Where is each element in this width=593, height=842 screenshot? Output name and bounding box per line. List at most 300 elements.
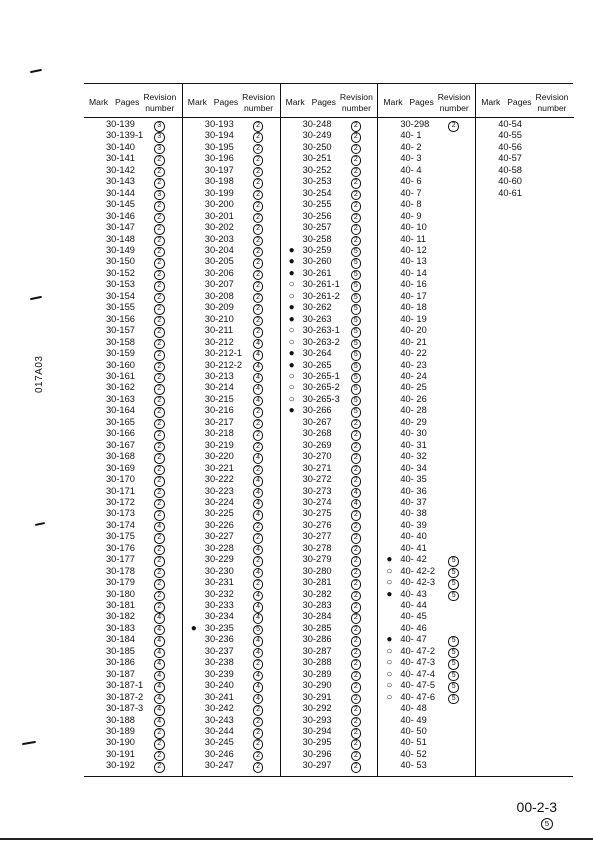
row-page: 30-231 xyxy=(204,577,234,588)
row-page: 30-139 xyxy=(106,119,135,129)
row-page: 40-61 xyxy=(498,187,522,198)
row-revision-number: 2 xyxy=(253,705,264,716)
row-page: 30-191 xyxy=(106,748,135,759)
row-revision-number: 2 xyxy=(351,717,362,728)
table-row xyxy=(378,657,476,668)
row-revision-number: 2 xyxy=(253,556,264,567)
table-row xyxy=(476,130,574,141)
table-row xyxy=(378,589,476,600)
row-page: 30-180 xyxy=(106,588,135,599)
table-row xyxy=(183,508,281,519)
table-row xyxy=(84,646,182,657)
row-page: 30-211 xyxy=(204,325,234,336)
row-revision-number: 2 xyxy=(253,751,264,762)
margin-mark-top xyxy=(30,69,42,73)
table-row xyxy=(84,703,182,714)
row-page: 40- 25 xyxy=(400,382,427,393)
table-row xyxy=(183,199,281,210)
table-row xyxy=(84,737,182,748)
row-page: 30-224 xyxy=(204,496,234,507)
row-page: 30-261 xyxy=(302,267,332,278)
table-row xyxy=(378,382,476,393)
row-page: 40- 26 xyxy=(400,393,427,404)
row-revision-number: 2 xyxy=(351,636,362,647)
row-revision-number: 4 xyxy=(253,694,264,705)
table-row xyxy=(378,119,476,130)
table-row xyxy=(183,302,281,313)
row-revision-number: 2 xyxy=(253,327,264,338)
row-page: 40- 43 xyxy=(400,588,427,599)
table-row xyxy=(281,360,379,371)
table-row xyxy=(183,486,281,497)
table-row xyxy=(281,634,379,645)
row-page: 30-177 xyxy=(106,554,135,565)
row-revision-number: 5 xyxy=(351,339,362,350)
header-mark: Mark xyxy=(89,97,109,107)
table-row xyxy=(183,543,281,554)
table-row xyxy=(281,611,379,622)
row-page: 40- 50 xyxy=(400,726,427,737)
table-row xyxy=(84,451,182,462)
table-row xyxy=(281,692,379,703)
table-row xyxy=(281,211,379,222)
row-revision-number: 2 xyxy=(351,430,362,441)
table-row xyxy=(281,142,379,153)
table-row xyxy=(183,211,281,222)
row-page: 30-265 xyxy=(302,359,332,370)
row-page: 30-184 xyxy=(106,634,135,645)
table-row xyxy=(378,611,476,622)
table-row xyxy=(281,165,379,176)
row-page: 30-243 xyxy=(204,714,234,725)
row-revision-number: 2 xyxy=(154,465,165,476)
table-row xyxy=(84,348,182,359)
row-page: 40- 16 xyxy=(400,279,427,290)
row-page: 40- 47-6 xyxy=(400,691,436,702)
table-row xyxy=(378,371,476,382)
row-page: 30-254 xyxy=(302,187,332,198)
row-page: 30-235 xyxy=(204,622,234,633)
row-revision-number: 2 xyxy=(351,178,362,189)
column-header xyxy=(476,84,574,118)
row-page: 30-147 xyxy=(106,222,135,233)
row-page: 30-222 xyxy=(204,474,234,485)
table-row xyxy=(183,726,281,737)
row-page: 30-157 xyxy=(106,325,135,336)
row-page: 30-195 xyxy=(204,141,234,152)
table-row xyxy=(378,142,476,153)
row-revision-number: 2 xyxy=(253,442,264,453)
table-row xyxy=(84,165,182,176)
row-page: 30-142 xyxy=(106,164,135,175)
row-page: 30-266 xyxy=(302,405,332,416)
table-row xyxy=(84,371,182,382)
row-page: 40- 8 xyxy=(400,199,422,210)
row-page: 40- 31 xyxy=(400,439,427,450)
table-row xyxy=(378,302,476,313)
row-revision-number: 2 xyxy=(154,407,165,418)
row-revision-number: 2 xyxy=(154,384,165,395)
table-row xyxy=(378,646,476,657)
row-page: 30-234 xyxy=(204,611,234,622)
table-row xyxy=(183,222,281,233)
row-page: 30-238 xyxy=(204,657,234,668)
table-row xyxy=(281,337,379,348)
row-revision-number: 2 xyxy=(253,121,264,132)
table-row xyxy=(378,692,476,703)
table-row xyxy=(84,394,182,405)
row-page: 30-202 xyxy=(204,222,234,233)
row-page: 30-178 xyxy=(106,565,135,576)
table-row xyxy=(378,405,476,416)
table-row xyxy=(378,474,476,485)
table-row xyxy=(84,589,182,600)
row-page: 30-227 xyxy=(204,531,234,542)
column-header xyxy=(378,84,476,118)
row-page: 30-253 xyxy=(302,176,332,187)
row-revision-number: 2 xyxy=(154,545,165,556)
table-row xyxy=(281,394,379,405)
table-row xyxy=(84,726,182,737)
table-row xyxy=(183,119,281,130)
margin-mark-lower xyxy=(35,522,45,526)
row-revision-number: 2 xyxy=(351,167,362,178)
table-row xyxy=(378,256,476,267)
row-revision-number: 2 xyxy=(253,144,264,155)
row-mark: ● xyxy=(288,244,295,256)
row-revision-number: 4 xyxy=(253,453,264,464)
table-row xyxy=(183,737,281,748)
row-page: 30-145 xyxy=(106,199,135,210)
table-row xyxy=(183,600,281,611)
row-page: 30-196 xyxy=(204,153,234,164)
row-page: 30-154 xyxy=(106,290,135,301)
table-row xyxy=(84,382,182,393)
table-row xyxy=(281,669,379,680)
table-row xyxy=(183,279,281,290)
table-row xyxy=(281,657,379,668)
row-page: 30-186 xyxy=(106,657,135,668)
header-pages: Pages xyxy=(409,97,434,107)
table-column-5 xyxy=(475,84,574,776)
row-revision-number: 2 xyxy=(351,419,362,430)
row-page: 30-263-1 xyxy=(302,325,340,336)
row-mark: ● xyxy=(288,348,295,360)
table-row xyxy=(84,405,182,416)
table-row xyxy=(378,566,476,577)
table-row xyxy=(281,176,379,187)
row-revision-number: 2 xyxy=(351,144,362,155)
row-page: 30-203 xyxy=(204,233,234,244)
table-row xyxy=(84,600,182,611)
row-mark: ○ xyxy=(386,565,393,577)
row-revision-number: 2 xyxy=(253,258,264,269)
row-page: 30-220 xyxy=(204,451,234,462)
table-row xyxy=(281,451,379,462)
table-row xyxy=(281,508,379,519)
row-page: 30-139-1 xyxy=(106,130,144,141)
row-revision-number: 4 xyxy=(253,476,264,487)
row-revision-number: 5 xyxy=(253,625,264,636)
table-row xyxy=(378,291,476,302)
table-column-1 xyxy=(84,84,182,776)
table-row xyxy=(183,634,281,645)
row-page: 30-167 xyxy=(106,439,135,450)
row-page: 30-152 xyxy=(106,267,135,278)
table-row xyxy=(378,130,476,141)
row-revision-number: 2 xyxy=(154,510,165,521)
table-row xyxy=(84,669,182,680)
table-row xyxy=(84,497,182,508)
row-page: 40- 35 xyxy=(400,474,427,485)
table-row xyxy=(84,325,182,336)
row-revision-number: 2 xyxy=(154,293,165,304)
header-pages: Pages xyxy=(213,97,239,107)
table-row xyxy=(378,715,476,726)
row-revision-number: 4 xyxy=(154,705,165,716)
row-revision-number: 5 xyxy=(351,362,362,373)
table-row xyxy=(183,623,281,634)
row-page: 30-284 xyxy=(302,611,332,622)
row-page: 40- 47-5 xyxy=(400,680,436,691)
row-page: 40- 47-3 xyxy=(400,657,436,668)
row-page: 40-57 xyxy=(498,153,522,164)
table-row xyxy=(183,405,281,416)
row-page: 40- 46 xyxy=(400,622,427,633)
row-mark: ○ xyxy=(386,691,393,703)
row-page: 40- 12 xyxy=(400,244,427,255)
table-row xyxy=(378,531,476,542)
header-pages: Pages xyxy=(507,97,532,107)
row-page: 30-277 xyxy=(302,531,332,542)
row-page: 30-205 xyxy=(204,256,234,267)
row-page: 30-278 xyxy=(302,542,332,553)
row-revision-number: 2 xyxy=(351,155,362,166)
row-revision-number: 2 xyxy=(351,613,362,624)
table-row xyxy=(281,199,379,210)
row-page: 40- 42 xyxy=(400,554,427,565)
table-row xyxy=(281,737,379,748)
row-mark: ● xyxy=(288,359,295,371)
table-row xyxy=(281,440,379,451)
row-page: 30-169 xyxy=(106,462,135,473)
table-row xyxy=(378,348,476,359)
row-mark: ● xyxy=(386,554,393,566)
row-revision-number: 4 xyxy=(253,613,264,624)
row-revision-number: 2 xyxy=(253,236,264,247)
row-revision-number: 2 xyxy=(253,430,264,441)
row-revision-number: 5 xyxy=(448,694,459,705)
row-page: 40-56 xyxy=(498,141,522,152)
table-row xyxy=(281,382,379,393)
row-page: 40- 4 xyxy=(400,164,422,175)
row-page: 30-179 xyxy=(106,577,135,588)
row-revision-number: 3 xyxy=(154,190,165,201)
table-row xyxy=(183,291,281,302)
row-page: 40- 41 xyxy=(400,542,427,553)
row-revision-number: 2 xyxy=(253,522,264,533)
row-revision-number: 5 xyxy=(448,568,459,579)
table-row xyxy=(84,119,182,130)
row-page: 30-189 xyxy=(106,726,135,737)
row-page: 30-182 xyxy=(106,611,135,622)
table-row xyxy=(84,531,182,542)
margin-mark-middle xyxy=(30,296,42,300)
row-page: 30-281 xyxy=(302,577,332,588)
table-row xyxy=(84,268,182,279)
table-row xyxy=(183,463,281,474)
row-page: 40- 7 xyxy=(400,187,422,198)
row-page: 40- 39 xyxy=(400,519,427,530)
table-row xyxy=(378,176,476,187)
row-page: 30-223 xyxy=(204,485,234,496)
revision-table xyxy=(84,83,573,777)
row-revision-number: 3 xyxy=(154,132,165,143)
row-revision-number: 2 xyxy=(351,579,362,590)
table-row xyxy=(84,520,182,531)
table-row xyxy=(378,463,476,474)
row-page: 40- 47 xyxy=(400,634,427,645)
table-row xyxy=(378,600,476,611)
row-page: 30-264 xyxy=(302,348,332,359)
table-row xyxy=(281,417,379,428)
row-page: 40- 19 xyxy=(400,313,427,324)
table-row xyxy=(84,188,182,199)
row-page: 30-293 xyxy=(302,714,332,725)
row-revision-number: 5 xyxy=(351,407,362,418)
row-page: 30-212-2 xyxy=(204,359,243,370)
row-revision-number: 2 xyxy=(154,247,165,258)
table-row xyxy=(378,508,476,519)
table-row xyxy=(281,680,379,691)
row-page: 30-228 xyxy=(204,542,234,553)
row-revision-number: 5 xyxy=(448,659,459,670)
table-row xyxy=(84,279,182,290)
row-page: 30-237 xyxy=(204,645,234,656)
row-revision-number: 2 xyxy=(154,762,165,773)
row-revision-number: 5 xyxy=(351,396,362,407)
row-page: 30-273 xyxy=(302,485,332,496)
table-row xyxy=(378,314,476,325)
row-mark: ● xyxy=(190,622,197,634)
row-page: 30-149 xyxy=(106,244,135,255)
table-row xyxy=(183,348,281,359)
table-row xyxy=(281,646,379,657)
row-revision-number: 2 xyxy=(351,682,362,693)
row-page: 40- 42-2 xyxy=(400,565,436,576)
header-pages: Pages xyxy=(115,97,140,107)
row-page: 30-170 xyxy=(106,474,135,485)
table-column-2 xyxy=(182,84,281,776)
row-page: 30-155 xyxy=(106,302,135,313)
row-page: 30-275 xyxy=(302,508,332,519)
table-row xyxy=(183,314,281,325)
column-rows xyxy=(476,119,574,199)
row-page: 30-282 xyxy=(302,588,332,599)
table-row xyxy=(183,268,281,279)
row-page: 30-187-3 xyxy=(106,703,144,714)
row-mark: ● xyxy=(386,588,393,600)
row-page: 40- 6 xyxy=(400,176,422,187)
table-row xyxy=(183,245,281,256)
row-page: 30-217 xyxy=(204,416,234,427)
table-row xyxy=(281,623,379,634)
column-header xyxy=(281,84,379,118)
table-row xyxy=(183,646,281,657)
row-revision-number: 5 xyxy=(351,373,362,384)
row-page: 40- 47-4 xyxy=(400,668,436,679)
row-page: 40- 9 xyxy=(400,210,422,221)
row-revision-number: 2 xyxy=(154,556,165,567)
row-revision-number: 5 xyxy=(448,682,459,693)
row-mark: ○ xyxy=(386,645,393,657)
table-row xyxy=(378,749,476,760)
row-page: 30-212 xyxy=(204,336,234,347)
margin-mark-bottom xyxy=(22,741,36,745)
table-row xyxy=(281,268,379,279)
table-row xyxy=(378,451,476,462)
row-page: 30-297 xyxy=(302,760,332,771)
row-revision-number: 2 xyxy=(154,155,165,166)
row-page: 30-204 xyxy=(204,244,234,255)
row-page: 30-285 xyxy=(302,622,332,633)
table-row xyxy=(84,566,182,577)
row-revision-number: 2 xyxy=(154,602,165,613)
table-row xyxy=(84,623,182,634)
table-row xyxy=(476,153,574,164)
row-revision-number: 5 xyxy=(448,579,459,590)
row-page: 30-265-2 xyxy=(302,382,340,393)
row-page: 30-291 xyxy=(302,691,332,702)
row-page: 40- 13 xyxy=(400,256,427,267)
table-row xyxy=(281,279,379,290)
row-revision-number: 2 xyxy=(154,281,165,292)
table-row xyxy=(84,543,182,554)
row-revision-number: 2 xyxy=(351,568,362,579)
row-page: 30-183 xyxy=(106,622,135,633)
row-revision-number: 5 xyxy=(351,327,362,338)
row-revision-number: 2 xyxy=(351,659,362,670)
footer-page-id: 00-2-3 xyxy=(516,799,557,815)
row-revision-number: 2 xyxy=(253,190,264,201)
row-page: 40- 20 xyxy=(400,325,427,336)
table-row xyxy=(183,153,281,164)
row-page: 30-207 xyxy=(204,279,234,290)
row-mark: ○ xyxy=(288,290,295,302)
row-mark: ○ xyxy=(288,382,295,394)
row-page: 30-185 xyxy=(106,645,135,656)
row-revision-number: 2 xyxy=(351,694,362,705)
row-page: 30-172 xyxy=(106,496,135,507)
row-page: 30-290 xyxy=(302,680,332,691)
table-row xyxy=(183,165,281,176)
table-row xyxy=(84,245,182,256)
row-revision-number: 2 xyxy=(154,350,165,361)
row-page: 40- 14 xyxy=(400,267,427,278)
row-revision-number: 4 xyxy=(154,648,165,659)
table-row xyxy=(378,669,476,680)
row-page: 30-143 xyxy=(106,176,135,187)
row-page: 30-241 xyxy=(204,691,234,702)
row-revision-number: 5 xyxy=(448,556,459,567)
row-revision-number: 2 xyxy=(351,476,362,487)
row-page: 30-287 xyxy=(302,645,332,656)
table-row xyxy=(281,256,379,267)
table-row xyxy=(183,142,281,153)
row-page: 30-144 xyxy=(106,187,135,198)
table-column-3 xyxy=(280,84,379,776)
table-column-4 xyxy=(377,84,476,776)
